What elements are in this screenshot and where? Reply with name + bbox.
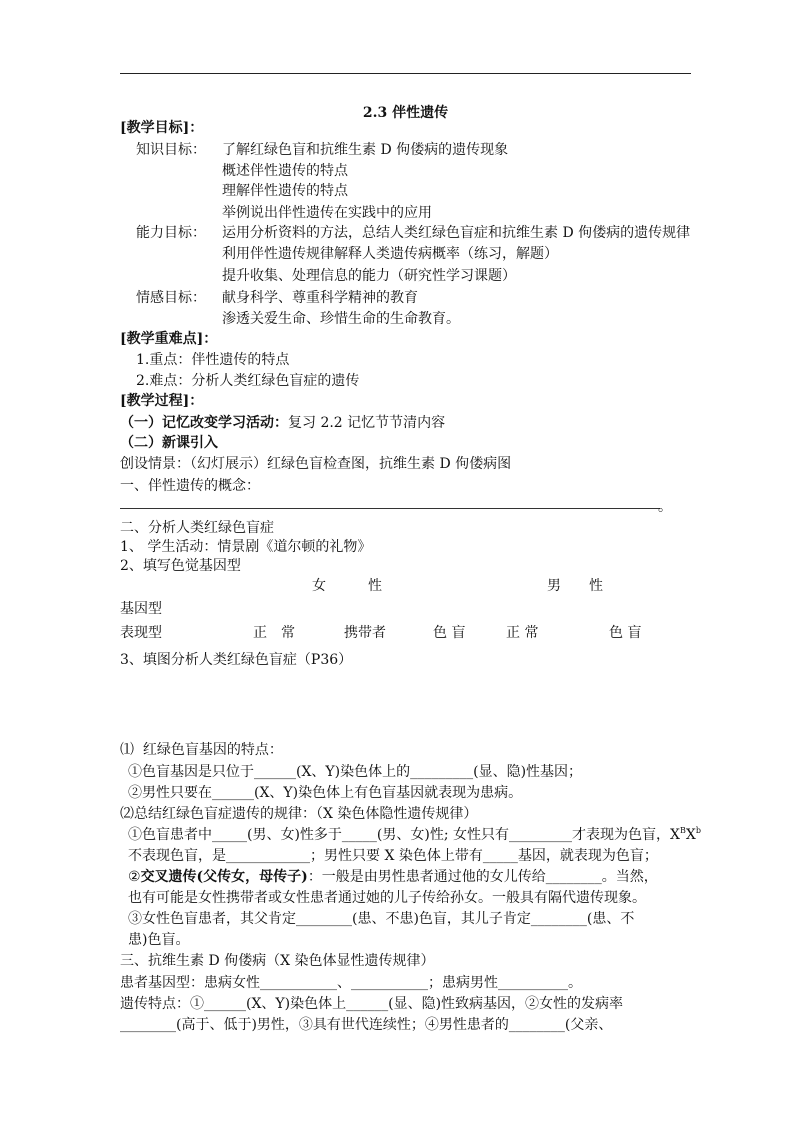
- ability-item: 提升收集、处理信息的能力（研究性学习课题）: [222, 268, 516, 284]
- table-header-male: 男 性: [547, 578, 603, 594]
- concept-answer-line: [120, 508, 660, 509]
- rule1-line2: 不表现色盲，是____________；男性只要 X 染色体上带有_____基因，就表现为色盲；: [128, 848, 658, 864]
- ability-label: 能力目标：: [136, 225, 206, 241]
- rule2-line2: 也有可能是女性携带者或女性患者通过她的儿子传给孙女。一般具有隔代遗传现象。: [128, 890, 646, 906]
- emotion-item: 渗透关爱生命、珍惜生命的生命教育。: [222, 311, 460, 327]
- genotype-allele: B: [679, 826, 686, 835]
- rule2-bold-term: 交叉遗传(父传女，母传子): [140, 869, 308, 885]
- review-label: （一）记忆改变学习活动：: [120, 415, 288, 431]
- rule2-marker: ②: [128, 869, 141, 885]
- knowledge-item: 了解红绿色盲和抗维生素 D 佝偻病的遗传现象: [222, 142, 509, 158]
- phenotype-cell: 正 常: [506, 625, 539, 641]
- phenotype-cell: 色 盲: [609, 625, 642, 641]
- activity-line: 1、 学生活动：情景剧《道尔顿的礼物》: [120, 539, 372, 555]
- rule3-line1: ③女性色盲患者，其父肯定________(患、不患)色盲，其儿子肯定________(患、不: [128, 911, 635, 927]
- key-points-heading: [教学重难点]：: [120, 331, 218, 347]
- figure-prompt: 3、填图分析人类红绿色盲症（P36）: [120, 652, 353, 668]
- rule1-line1: [128, 826, 701, 844]
- rickets-features-line1: 遗传特点：①______(X、Y)染色体上______(显、隐)性致病基因，②女性的发病率: [120, 996, 624, 1012]
- concept-end-mark: 。: [658, 499, 672, 515]
- phenotype-cell: 携带者: [344, 625, 386, 641]
- knowledge-item: 概述伴性遗传的特点: [222, 163, 348, 179]
- gene-feature-item: ②男性只要在______(X、Y)染色体上有色盲基因就表现为患病。: [128, 785, 523, 801]
- table-row-genotype: 基因型: [120, 601, 162, 617]
- emotion-item: 献身科学、尊重科学精神的教育: [222, 290, 418, 306]
- emotion-label: 情感目标：: [136, 290, 206, 306]
- knowledge-item: 举例说出伴性遗传在实践中的应用: [222, 205, 432, 221]
- key-point-item: 2.难点：分析人类红绿色盲症的遗传: [136, 373, 360, 389]
- rickets-features-line2: ________(高于、低于)男性，③具有世代连续性；④男性患者的________(父亲、: [120, 1017, 613, 1033]
- key-point-item: 1.重点：伴性遗传的特点: [136, 352, 290, 368]
- knowledge-label: 知识目标：: [136, 142, 206, 158]
- table-row-phenotype: 表现型: [120, 625, 162, 641]
- phenotype-cell: 正 常: [253, 625, 295, 641]
- genotype-x: X: [670, 827, 680, 843]
- review-line: [120, 414, 445, 432]
- ability-item: 利用伴性遗传规律解释人类遗传病概率（练习，解题）: [222, 246, 558, 262]
- carrier-genotype: [670, 827, 701, 843]
- fill-prompt: 2、填写色觉基因型: [120, 558, 241, 574]
- section3-heading: 三、抗维生素 D 佝偻病（X 染色体显性遗传规律）: [120, 953, 435, 969]
- gene-feature-item: ①色盲基因是只位于______(X、Y)染色体上的_________(显、隐)性基因；: [128, 764, 583, 780]
- rules-heading: ⑵总结红绿色盲症遗传的规律：（X 染色体隐性遗传规律）: [120, 806, 478, 822]
- gene-features-heading: ⑴ 红绿色盲基因的特点：: [120, 742, 283, 758]
- page-title: 2.3 伴性遗传: [362, 105, 449, 121]
- rickets-genotype-line: 患者基因型：患病女性___________、___________；患病男性__________。: [120, 975, 582, 991]
- objectives-heading: [教学目标]：: [120, 120, 204, 136]
- scenario-line: 创设情景：（幻灯展示）红绿色盲检查图，抗维生素 D 佝偻病图: [120, 456, 512, 472]
- knowledge-item: 理解伴性遗传的特点: [222, 183, 348, 199]
- section2-heading: 二、分析人类红绿色盲症: [120, 520, 274, 536]
- genotype-allele: b: [695, 826, 701, 835]
- table-header-female: 女 性: [312, 578, 382, 594]
- rule1-line1-text: ①色盲患者中_____(男、女)性多于_____(男、女)性; 女性只有_________才表现为色盲，: [128, 827, 671, 843]
- phenotype-cell: 色 盲: [433, 625, 466, 641]
- concept-prompt: 一、伴性遗传的概念：: [120, 478, 260, 494]
- rule2-line1: [128, 868, 658, 886]
- process-heading: [教学过程]：: [120, 393, 204, 409]
- genotype-x: X: [685, 827, 696, 843]
- rule2-line1-rest: ：一般是由男性患者通过他的女儿传给________。当然，: [307, 869, 658, 885]
- rule3-line2: 患)色盲。: [128, 932, 190, 948]
- ability-item: 运用分析资料的方法，总结人类红绿色盲症和抗维生素 D 佝偻病的遗传规律: [222, 225, 691, 241]
- intro-label: （二）新课引入: [120, 435, 218, 451]
- header-rule: [120, 73, 691, 74]
- review-text: 复习 2.2 记忆节节清内容: [288, 415, 446, 431]
